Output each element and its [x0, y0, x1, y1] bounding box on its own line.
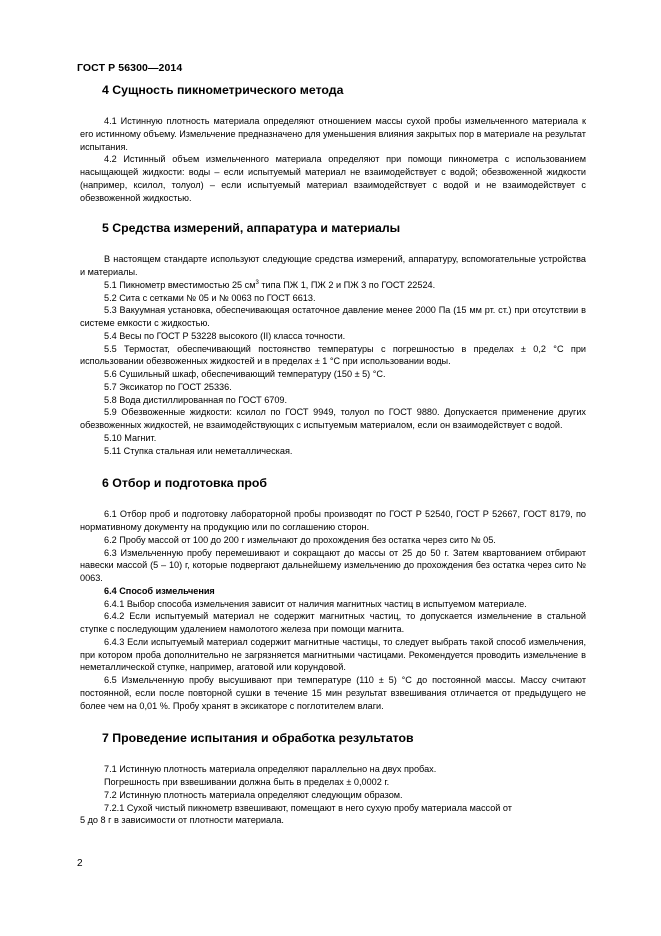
paragraph-5-11: 5.11 Ступка стальная или неметаллическая.	[104, 445, 293, 456]
paragraph-5-3: 5.3 Вакуумная установка, обеспечивающая остаточное давление менее 2000 Па (15 мм рт. ст.) при отсутствии в системе емкости с жидкостью.	[80, 305, 586, 328]
paragraph-5-intro: В настоящем стандарте используют следующие средства измерений, аппаратуру, вспомогательные устройства и материалы.	[80, 254, 586, 277]
paragraph-7-1: 7.1 Истинную плотность материала определяют параллельно на двух пробах.	[104, 764, 437, 775]
paragraph-6-3: 6.3 Измельченную пробу перемешивают и сокращают до массы от 25 до 50 г. Затем квартованием отбирают навески массой (5 – 10) г, которые подвергают дальнейшему измельчению до прохождения без остатка через сито № 0063.	[80, 547, 586, 583]
paragraph-7-2: 7.2 Истинную плотность материала определяют следующим образом.	[104, 789, 403, 800]
page-number: 2	[77, 858, 83, 869]
paragraph-6-1: 6.1 Отбор проб и подготовку лабораторной пробы производят по ГОСТ Р 52540, ГОСТ Р 52667, ГОСТ 8179, по нормативному документу на продукцию или по соглашению сторон.	[80, 509, 586, 532]
paragraph-5-1-text-end: типа ПЖ 1, ПЖ 2 и ПЖ 3 по ГОСТ 22524.	[258, 279, 436, 290]
paragraph-4-1: 4.1 Истинную плотность материала определяют отношением массы сухой пробы измельченного материала к его истинному объему. Измельчение предназначено для уменьшения влияния закрытых пор в материале на результат испытания.	[80, 116, 586, 152]
paragraph-5-5: 5.5 Термостат, обеспечивающий постоянство температуры с погрешностью в пределах ± 0,2 °С при использовании обезвоженных жидкостей и в пределах ± 1 °С при использовании воды.	[80, 343, 586, 367]
paragraph-5-7: 5.7 Эксикатор по ГОСТ 25336.	[104, 381, 232, 392]
section-4-heading: 4 Сущность пикнометрического метода	[102, 83, 344, 97]
paragraph-5-1-text: 5.1 Пикнометр вместимостью 25 см	[104, 279, 256, 290]
paragraph-6-4-2: 6.4.2 Если испытуемый материал не содержит магнитных частиц, то допускается измельчение в стальной ступке с последующим удалением намолотого железа при помощи магнита.	[80, 611, 586, 634]
paragraph-6-4-3: 6.4.3 Если испытуемый материал содержит магнитные частицы, то следует выбрать такой способ измельчения, при котором проба дополнительно не загрязняется магнитными частицами. Рекомендуется проводить измельчение в неметаллической ступке, например, агатовой или корундовой.	[80, 636, 586, 673]
paragraph-5-8: 5.8 Вода дистиллированная по ГОСТ 6709.	[104, 394, 288, 405]
section-5	[80, 220, 586, 457]
paragraph-4-2: 4.2 Истинный объем измельченного материала определяют при помощи пикнометра с использованием насыщающей жидкости: воды – если испытуемый материал не взаимодействует с водой; обезвоженной жидкости (например, ксилол, толуол) – если испытуемый материал взаимодействует с водой и не взаимодействует с обезвоженной жидкостью.	[80, 154, 586, 203]
paragraph-7-2-1-continued: 5 до 8 г в зависимости от плотности материала.	[80, 815, 284, 826]
section-6	[80, 475, 586, 712]
paragraph-6-5: 6.5 Измельченную пробу высушивают при температуре (110 ± 5) °С до постоянной массы. Массу считают постоянной, если после повторной сушки в течение 15 мин результат взвешивания отличается от предыдущего не более чем на 0,01 %. Пробу хранят в эксикаторе с поглотителем влаги.	[80, 675, 586, 711]
superscript-cubic: 3	[255, 279, 259, 286]
section-6-heading: 6 Отбор и подготовка проб	[102, 476, 267, 491]
document-code: ГОСТ Р 56300—2014	[77, 62, 183, 74]
paragraph-7-1-weighing: Погрешность при взвешивании должна быть в пределах ± 0,0002 г.	[104, 777, 390, 787]
section-4	[80, 82, 586, 204]
paragraph-5-9: 5.9 Обезвоженные жидкости: ксилол по ГОСТ 9949, толуол по ГОСТ 9880. Допускается применение других обезвоженных жидкостей, не взаимодействующих с испытуемым материалом, если он взаимодействует с водой.	[80, 407, 586, 430]
paragraph-6-2: 6.2 Пробу массой от 100 до 200 г измельчают до прохождения без остатка через сито № 05.	[104, 534, 496, 545]
paragraph-5-10: 5.10 Магнит.	[104, 432, 157, 443]
section-7	[80, 730, 586, 827]
paragraph-6-4-1: 6.4.1 Выбор способа измельчения зависит от наличия магнитных частиц в испытуемом материале.	[104, 598, 527, 609]
section-7-heading: 7 Проведение испытания и обработка результатов	[102, 731, 414, 746]
subsection-6-4-heading: 6.4 Способ измельчения	[104, 585, 215, 596]
document-body	[80, 82, 586, 843]
paragraph-5-2: 5.2 Сита с сетками № 05 и № 0063 по ГОСТ 6613.	[104, 292, 316, 303]
paragraph-5-1	[80, 279, 586, 292]
paragraph-5-6: 5.6 Сушильный шкаф, обеспечивающий температуру (150 ± 5) °С.	[104, 369, 386, 379]
paragraph-5-4: 5.4 Весы по ГОСТ Р 53228 высокого (II) класса точности.	[104, 330, 346, 341]
paragraph-7-2-1: 7.2.1 Сухой чистый пикнометр взвешивают, помещают в него сухую пробу материала массой от	[104, 802, 512, 813]
section-5-heading: 5 Средства измерений, аппаратура и материалы	[102, 221, 401, 236]
